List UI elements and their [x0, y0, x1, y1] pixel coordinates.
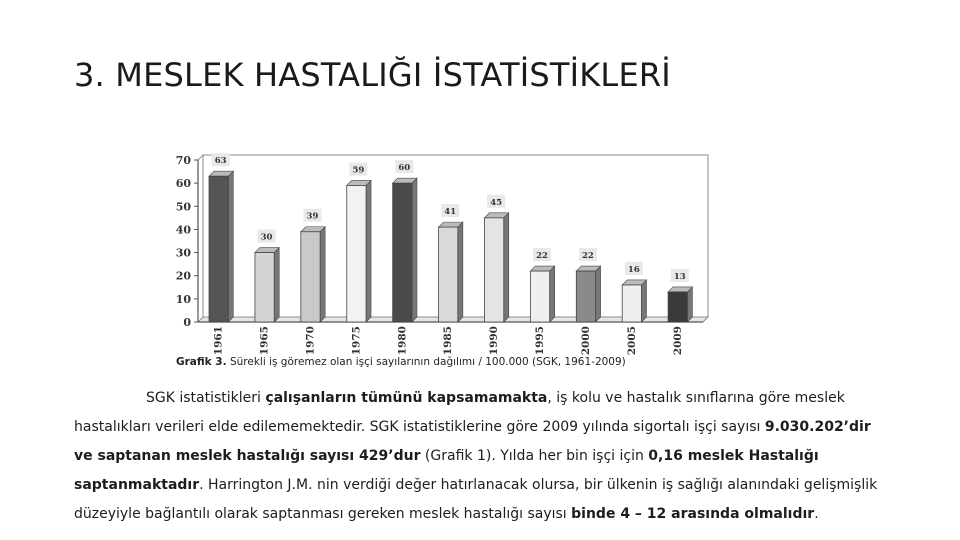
y-tick-label: 40: [175, 223, 191, 237]
y-tick-label: 20: [175, 269, 191, 283]
x-tick-label: 1990: [488, 326, 501, 356]
bar-side: [596, 266, 601, 322]
bar: [209, 176, 228, 322]
bar-side: [366, 180, 371, 322]
x-tick-label: 1985: [442, 326, 455, 356]
x-tick-label: 1961: [212, 326, 225, 356]
data-label: 16: [627, 264, 640, 275]
data-label: 22: [582, 251, 594, 262]
bar-chart: [170, 148, 720, 374]
caption-label: Grafik 3.: [176, 356, 227, 368]
y-tick-label: 70: [175, 154, 191, 167]
x-tick-label: 1970: [304, 326, 317, 356]
x-tick-label: 1980: [396, 326, 409, 356]
slide-title: 3. MESLEK HASTALIĞI İSTATİSTİKLERİ: [74, 56, 671, 94]
bar: [301, 232, 320, 322]
y-tick-label: 30: [175, 246, 191, 260]
data-label: 41: [444, 207, 457, 218]
bar: [347, 185, 366, 322]
bar: [576, 271, 595, 322]
bar-side: [458, 222, 463, 322]
body-text-7: . Harrington J.M. nin verdiği değer hatırlanacak olursa, bir ülkenin iş sağlığı alanındaki gelişmişlik düzeyiyle bağlantılı olarak saptanması gereken meslek hastalığı sayısı: [74, 477, 878, 522]
x-tick-label: 2000: [579, 326, 592, 356]
data-label: 60: [398, 163, 411, 174]
bar-chart-svg: [170, 148, 720, 374]
body-text-4: 9.030.202’dir ve saptanan meslek hastalığı sayısı 429’dur: [74, 419, 871, 464]
bar-side: [641, 280, 646, 322]
data-label: 63: [214, 156, 227, 167]
bar-side: [274, 248, 279, 322]
body-text-8: binde 4 – 12 arasında olmalıdır: [571, 506, 815, 522]
body-text-6: 0,16 meslek Hastalığı saptanmaktadır: [74, 448, 819, 493]
x-tick-label: 2005: [625, 326, 638, 356]
x-tick-label: 2009: [671, 326, 684, 356]
data-label: 22: [536, 251, 548, 262]
body-text-1: SGK istatistikleri: [146, 390, 266, 406]
y-tick-label: 0: [183, 316, 191, 329]
data-label: 39: [306, 211, 319, 222]
bar: [668, 292, 687, 322]
bar: [393, 183, 412, 322]
bar-side: [550, 266, 555, 322]
bar-side: [412, 178, 417, 322]
y-tick-label: 10: [175, 292, 191, 306]
bar-side: [228, 171, 233, 322]
y-tick-label: 50: [175, 200, 191, 214]
bar-side: [687, 287, 692, 322]
body-paragraph: [74, 384, 884, 529]
data-label: 13: [673, 271, 686, 282]
data-label: 45: [490, 197, 503, 208]
bar: [255, 253, 274, 322]
bar: [484, 218, 503, 322]
body-text-3: , iş kolu ve hastalık sınıflarına göre meslek hastalıkları verileri elde edilememektedir. SGK istatistiklerine göre 2009 yılında sigortalı işçi sayısı: [74, 390, 845, 435]
bar: [439, 227, 458, 322]
bar: [622, 285, 641, 322]
caption-text: Sürekli iş göremez olan işçi sayılarının dağılımı / 100.000 (SGK, 1961-2009): [229, 356, 626, 368]
y-tick-label: 60: [175, 177, 191, 191]
bar-side: [504, 213, 509, 322]
body-text-5: (Grafik 1). Yılda her bin işçi için: [420, 448, 649, 464]
chart-caption: [176, 356, 626, 368]
data-label: 59: [352, 165, 365, 176]
x-tick-label: 1965: [258, 326, 271, 356]
bar: [530, 271, 549, 322]
bar-side: [320, 227, 325, 322]
data-label: 30: [260, 232, 273, 243]
body-text-2: çalışanların tümünü kapsamamakta: [265, 390, 548, 406]
x-tick-label: 1975: [350, 326, 363, 356]
body-text-9: .: [814, 506, 819, 522]
x-tick-label: 1995: [534, 326, 547, 356]
y-axis-top-edge: [198, 155, 203, 160]
